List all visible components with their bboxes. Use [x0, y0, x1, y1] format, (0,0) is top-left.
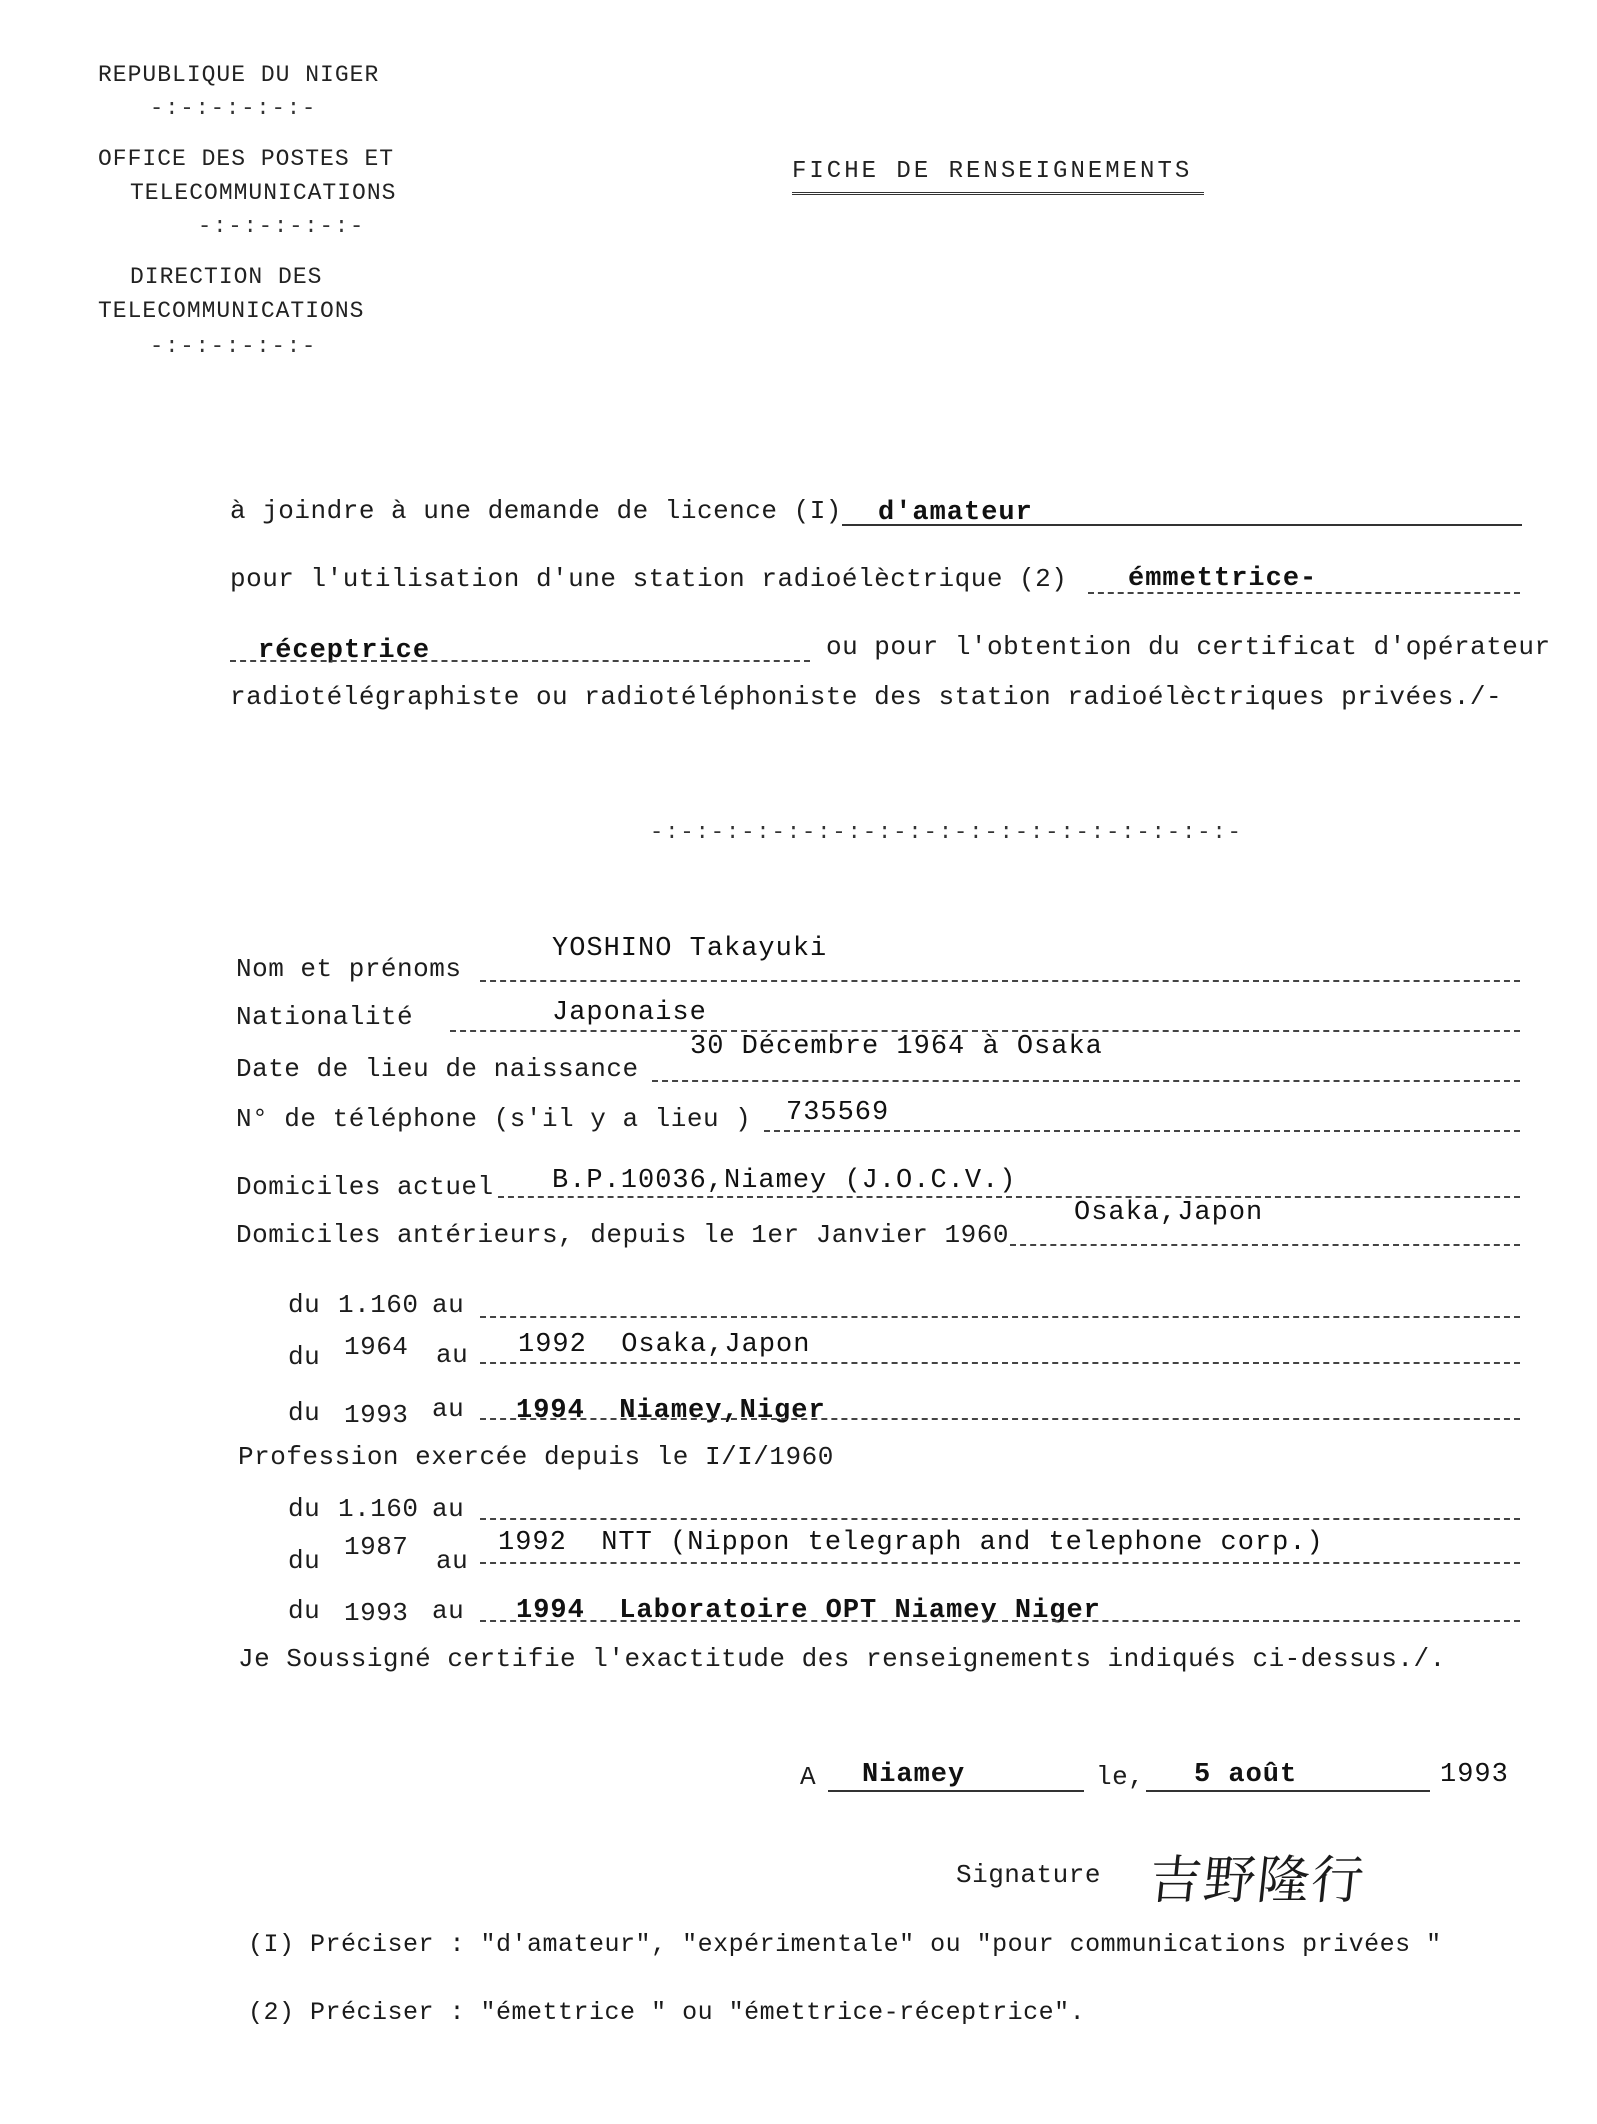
phone-value: 735569: [786, 1098, 890, 1128]
previous-address-label: Domiciles antérieurs, depuis le 1er Janvier 1960: [236, 1220, 1009, 1250]
birth-value: 30 Décembre 1964 à Osaka: [690, 1032, 1103, 1062]
year-value: 1993: [1440, 1760, 1509, 1790]
profession-du: du: [288, 1494, 321, 1524]
profession-label: Profession exercée depuis le I/I/1960: [238, 1442, 834, 1472]
footnote-2: (2) Préciser : "émettrice " ou "émettrice-réceptrice".: [248, 1998, 1086, 2027]
licence-type-line: [842, 524, 1522, 526]
residence-value: 1994 Niamey,Niger: [516, 1396, 826, 1426]
intro-line-1: à joindre à une demande de licence (I): [230, 496, 842, 526]
date-line: [1146, 1790, 1430, 1792]
residence-line: [480, 1418, 1520, 1420]
current-address-value: B.P.10036,Niamey (J.O.C.V.): [552, 1166, 1017, 1196]
current-address-line: [498, 1196, 1520, 1198]
profession-from: 1987: [344, 1532, 409, 1562]
current-address-label: Domiciles actuel: [236, 1172, 494, 1202]
place-prefix: A: [800, 1762, 817, 1792]
nationality-label: Nationalité: [236, 1002, 414, 1032]
profession-au: au: [432, 1494, 465, 1524]
date-prefix: le,: [1096, 1762, 1145, 1792]
name-label: Nom et prénoms: [236, 954, 462, 984]
residence-from: 1.160: [338, 1290, 419, 1320]
residence-line: [480, 1316, 1520, 1318]
header-direction: DIRECTION DES: [130, 264, 323, 290]
intro-line-4: radiotélégraphiste ou radiotéléphoniste des station radioélèctriques privées./-: [230, 682, 1503, 712]
header-separator: -:-:-:-:-:-: [198, 214, 366, 239]
profession-au: au: [432, 1596, 465, 1626]
profession-from: 1993: [344, 1598, 409, 1628]
licence-type-value: d'amateur: [878, 498, 1033, 528]
station-type-line: [1088, 592, 1520, 594]
header-republic: REPUBLIQUE DU NIGER: [98, 62, 380, 88]
footnote-1: (I) Préciser : "d'amateur", "expérimentale" ou "pour communications privées ": [248, 1930, 1442, 1959]
profession-from: 1.160: [338, 1494, 419, 1524]
residence-du: du: [288, 1290, 321, 1320]
residence-from: 1993: [344, 1400, 409, 1430]
station-type-value-cont: réceptrice: [258, 636, 431, 666]
handwritten-signature: 吉野隆行: [1146, 1851, 1369, 1911]
intro-line-3: ou pour l'obtention du certificat d'opérateur: [826, 632, 1551, 662]
station-type-value: émmettrice-: [1128, 564, 1318, 594]
place-value: Niamey: [862, 1760, 966, 1790]
signature-label: Signature: [956, 1860, 1101, 1890]
residence-line: [480, 1362, 1520, 1364]
residence-from: 1964: [344, 1332, 409, 1362]
residence-au: au: [432, 1394, 465, 1424]
intro-line-2: pour l'utilisation d'une station radioélèctrique (2): [230, 564, 1068, 594]
residence-au: au: [436, 1340, 469, 1370]
header-separator: -:-:-:-:-:-: [150, 334, 318, 359]
nationality-value: Japonaise: [552, 998, 707, 1028]
document-title: FICHE DE RENSEIGNEMENTS: [792, 158, 1193, 185]
profession-value: 1994 Laboratoire OPT Niamey Niger: [516, 1596, 1101, 1626]
place-line: [828, 1790, 1084, 1792]
previous-address-line: [1010, 1244, 1520, 1246]
residence-du: du: [288, 1342, 321, 1372]
birth-label: Date de lieu de naissance: [236, 1054, 639, 1084]
title-underline: [792, 192, 1204, 195]
header-telecom-2: TELECOMMUNICATIONS: [98, 298, 365, 324]
header-separator: -:-:-:-:-:-: [150, 96, 318, 121]
certification-statement: Je Soussigné certifie l'exactitude des renseignements indiqués ci-dessus./.: [238, 1644, 1446, 1674]
profession-du: du: [288, 1546, 321, 1576]
residence-value: 1992 Osaka,Japon: [518, 1330, 811, 1360]
residence-au: au: [432, 1290, 465, 1320]
phone-line: [764, 1130, 1520, 1132]
profession-line: [480, 1562, 1520, 1564]
previous-address-value: Osaka,Japon: [1074, 1198, 1264, 1228]
header-telecom: TELECOMMUNICATIONS: [130, 180, 397, 206]
section-divider: -:-:-:-:-:-:-:-:-:-:-:-:-:-:-:-:-:-:-:-: [650, 820, 1243, 845]
residence-du: du: [288, 1398, 321, 1428]
name-value: YOSHINO Takayuki: [552, 934, 828, 964]
profession-line: [480, 1620, 1520, 1622]
profession-au: au: [436, 1546, 469, 1576]
birth-line: [652, 1080, 1520, 1082]
header-office: OFFICE DES POSTES ET: [98, 146, 395, 172]
station-type-line-cont: [230, 660, 810, 662]
profession-du: du: [288, 1596, 321, 1626]
date-value: 5 août: [1194, 1760, 1298, 1790]
name-line: [480, 980, 1520, 982]
profession-line: [480, 1518, 1520, 1520]
phone-label: N° de téléphone (s'il y a lieu ): [236, 1104, 752, 1134]
profession-value: 1992 NTT (Nippon telegraph and telephone corp.): [498, 1528, 1324, 1558]
